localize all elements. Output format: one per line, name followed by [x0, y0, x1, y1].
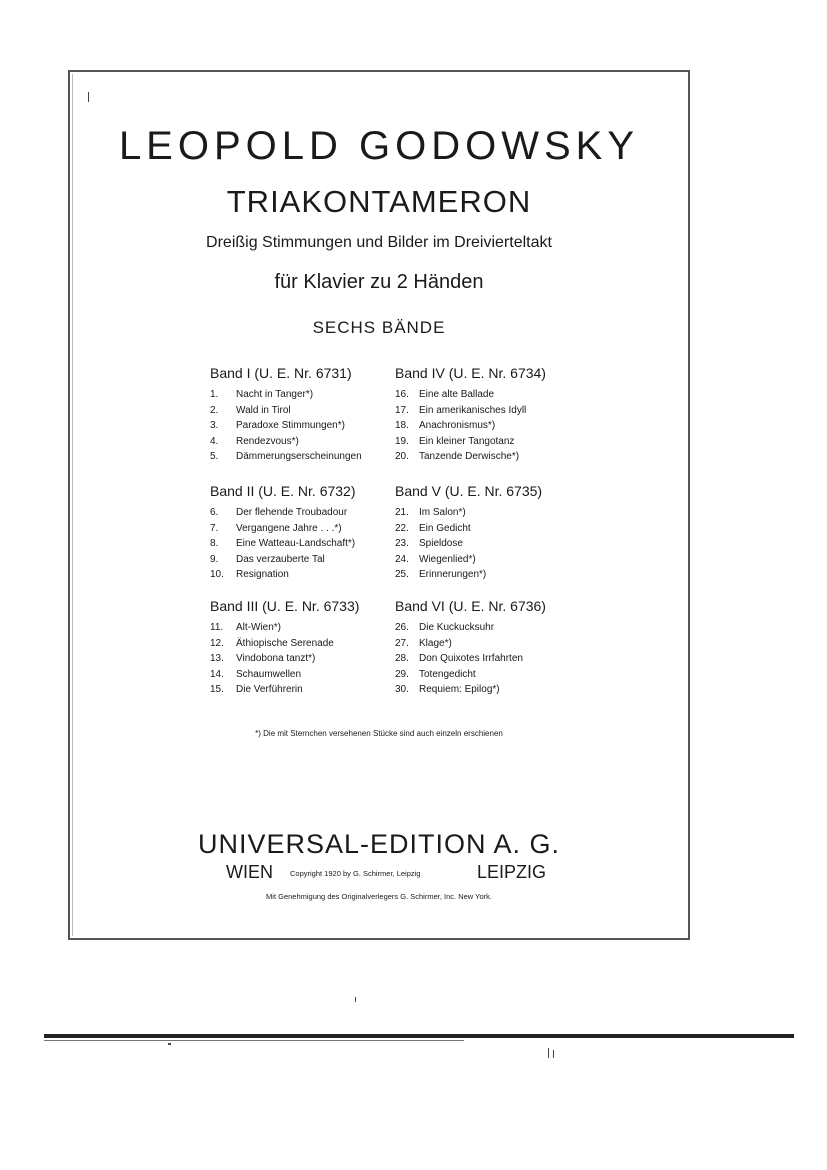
- list-item: [210, 521, 356, 537]
- item-title: Ein amerikanisches Idyll: [419, 404, 527, 416]
- list-item: [395, 387, 546, 403]
- item-title: Vindobona tanzt*): [236, 653, 316, 664]
- item-title: Klage*): [419, 637, 452, 649]
- item-number: 2.: [210, 404, 219, 416]
- bottom-edge-shadow: [44, 1040, 464, 1041]
- item-number: 29.: [395, 668, 409, 680]
- item-title: Ein kleiner Tangotanz: [419, 435, 515, 447]
- item-number: 21.: [395, 507, 409, 518]
- work-title: TRIAKONTAMERON: [226, 184, 532, 219]
- item-title: Requiem: Epilog*): [419, 684, 500, 695]
- volumes-heading: SECHS BÄNDE: [312, 318, 446, 337]
- item-title: Anachronismus*): [419, 420, 496, 431]
- band-4: [395, 365, 546, 465]
- list-item: [395, 505, 542, 521]
- work-subtitle: Dreißig Stimmungen und Bilder im Dreivierteltakt: [206, 234, 552, 251]
- item-number: 6.: [210, 507, 219, 518]
- band-title: Band IV (U. E. Nr. 6734): [395, 365, 546, 381]
- item-title: Die Verführerin: [236, 684, 303, 695]
- band-3: [210, 598, 359, 698]
- item-number: 19.: [395, 435, 409, 447]
- list-item: [395, 620, 546, 636]
- composer-name: LEOPOLD GODOWSKY: [118, 124, 640, 168]
- list-item: [395, 418, 546, 434]
- list-item: [395, 449, 546, 465]
- item-title: Wald in Tirol: [236, 404, 291, 416]
- list-item: [210, 387, 362, 403]
- item-title: Dämmerungserscheinungen: [236, 451, 362, 462]
- item-title: Erinnerungen*): [419, 569, 487, 580]
- band-6: [395, 598, 546, 698]
- publisher-imprint: [226, 862, 546, 884]
- band-title: Band I (U. E. Nr. 6731): [210, 365, 352, 381]
- list-item: [395, 521, 542, 537]
- item-number: 30.: [395, 684, 409, 695]
- list-item: [395, 434, 546, 450]
- list-item: [395, 682, 546, 698]
- item-number: 3.: [210, 420, 219, 431]
- band-title: Band V (U. E. Nr. 6735): [395, 483, 543, 499]
- band-1: [210, 365, 362, 465]
- list-item: [395, 651, 546, 667]
- copyright-notice: Copyright 1920 by G. Schirmer, Leipzig: [290, 869, 421, 878]
- item-title: Eine Watteau-Landschaft*): [236, 538, 356, 549]
- item-title: Im Salon*): [419, 507, 466, 518]
- item-number: 1.: [210, 389, 219, 400]
- item-title: Äthiopische Serenade: [236, 637, 334, 649]
- list-item: [210, 536, 356, 552]
- item-number: 18.: [395, 420, 409, 431]
- list-item: [210, 636, 359, 652]
- item-number: 25.: [395, 569, 409, 580]
- item-number: 11.: [210, 622, 224, 633]
- scan-speck: [548, 1048, 549, 1058]
- scan-speck: [88, 92, 89, 102]
- item-title: Resignation: [236, 569, 289, 580]
- band-title: Band II (U. E. Nr. 6732): [210, 483, 356, 499]
- item-number: 23.: [395, 538, 409, 549]
- list-item: [395, 567, 542, 583]
- bottom-edge-line: [44, 1034, 794, 1038]
- list-item: [210, 682, 359, 698]
- list-item: [210, 505, 356, 521]
- list-item: [210, 567, 356, 583]
- band-5: [395, 483, 542, 583]
- scan-speck: [168, 1043, 171, 1045]
- item-title: Schaumwellen: [236, 668, 302, 680]
- item-number: 5.: [210, 451, 219, 462]
- band-title: Band III (U. E. Nr. 6733): [210, 598, 360, 614]
- item-number: 16.: [395, 389, 409, 400]
- footnote: *) Die mit Sternchen versehenen Stücke sind auch einzeln erschienen: [255, 729, 503, 738]
- item-number: 12.: [210, 637, 224, 649]
- item-number: 17.: [395, 404, 409, 416]
- item-title: Alt-Wien*): [236, 622, 282, 633]
- item-title: Wiegenlied*): [419, 553, 476, 565]
- list-item: [395, 667, 546, 683]
- list-item: [395, 403, 546, 419]
- item-title: Nacht in Tanger*): [236, 389, 314, 400]
- list-item: [210, 552, 356, 568]
- item-number: 4.: [210, 435, 219, 447]
- item-number: 28.: [395, 653, 409, 664]
- scan-speck: [355, 997, 356, 1002]
- item-title: Die Kuckucksuhr: [419, 622, 495, 633]
- publisher-name: UNIVERSAL-EDITION A. G.: [197, 829, 561, 859]
- item-title: Ein Gedicht: [419, 522, 471, 534]
- item-number: 7.: [210, 522, 219, 534]
- instrumentation: für Klavier zu 2 Händen: [274, 271, 484, 293]
- item-title: Don Quixotes Irrfahrten: [419, 653, 523, 664]
- item-number: 26.: [395, 622, 409, 633]
- item-title: Das verzauberte Tal: [236, 553, 325, 565]
- item-number: 27.: [395, 637, 409, 649]
- item-number: 13.: [210, 653, 224, 664]
- item-title: Rendezvous*): [236, 435, 299, 447]
- item-number: 9.: [210, 553, 219, 565]
- list-item: [210, 403, 362, 419]
- permission-notice: Mit Genehmigung des Originalverlegers G. Schirmer, Inc. New York.: [266, 892, 492, 901]
- item-title: Totengedicht: [419, 668, 476, 680]
- list-item: [395, 636, 546, 652]
- item-number: 10.: [210, 569, 224, 580]
- scan-speck: [553, 1050, 554, 1058]
- list-item: [210, 434, 362, 450]
- item-number: 22.: [395, 522, 409, 534]
- list-item: [395, 536, 542, 552]
- band-2: [210, 483, 356, 583]
- band-title: Band VI (U. E. Nr. 6736): [395, 598, 546, 614]
- item-title: Vergangene Jahre . . .*): [236, 522, 342, 534]
- item-title: Paradoxe Stimmungen*): [236, 420, 345, 431]
- city-wien: WIEN: [226, 862, 273, 882]
- item-title: Tanzende Derwische*): [419, 451, 520, 462]
- item-number: 8.: [210, 538, 219, 549]
- list-item: [210, 418, 362, 434]
- item-title: Spieldose: [419, 538, 463, 549]
- item-number: 14.: [210, 668, 224, 680]
- item-number: 15.: [210, 684, 224, 695]
- list-item: [210, 651, 359, 667]
- list-item: [210, 449, 362, 465]
- item-title: Der flehende Troubadour: [236, 507, 348, 518]
- item-title: Eine alte Ballade: [419, 389, 495, 400]
- item-number: 20.: [395, 451, 409, 462]
- list-item: [210, 620, 359, 636]
- list-item: [210, 667, 359, 683]
- item-number: 24.: [395, 553, 409, 565]
- city-leipzig: LEIPZIG: [476, 862, 546, 882]
- list-item: [395, 552, 542, 568]
